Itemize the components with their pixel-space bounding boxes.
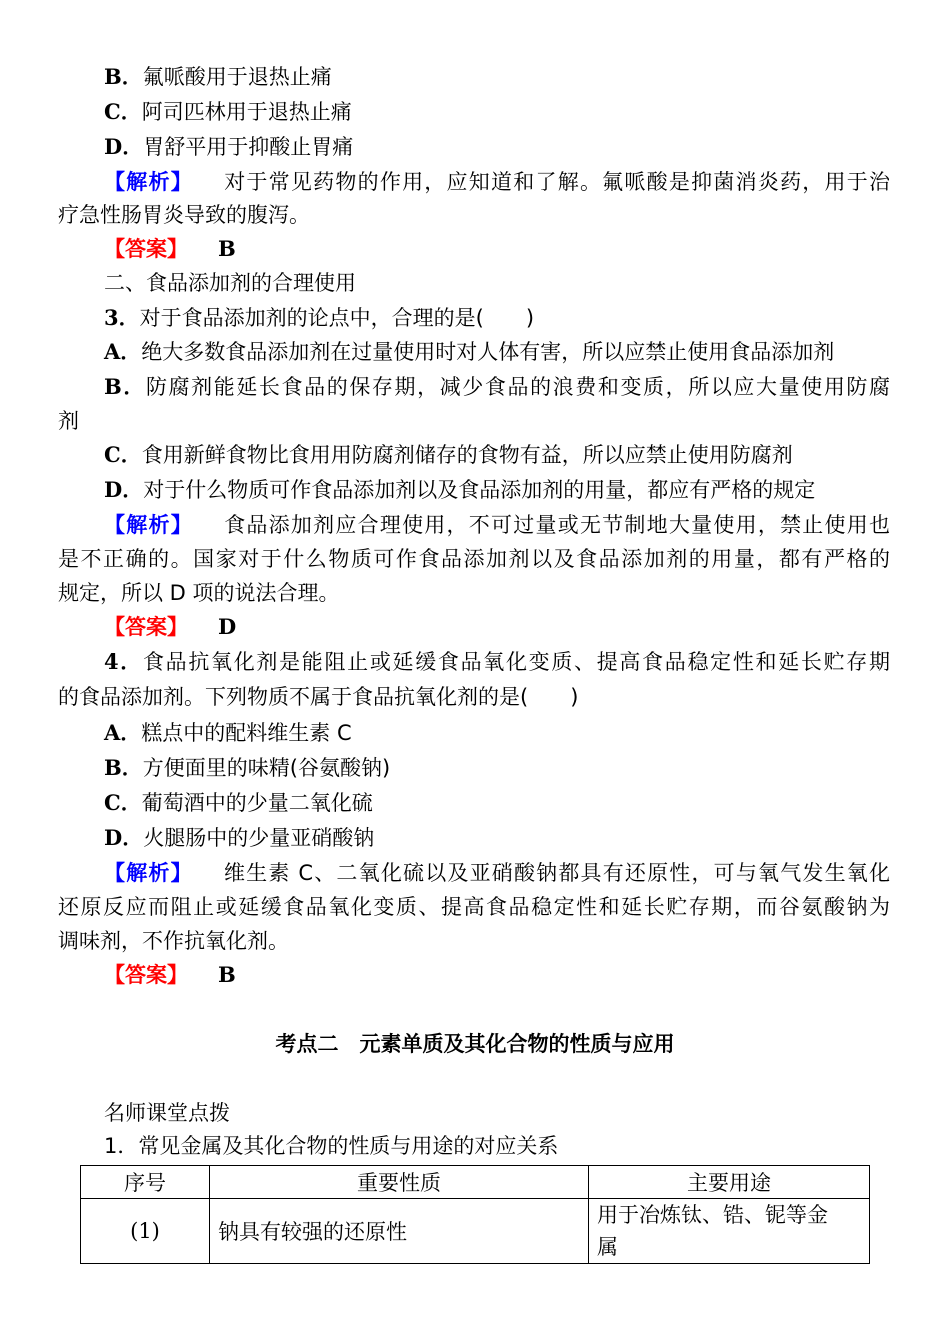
option-b: B．方便面里的味精(谷氨酸钠) — [104, 755, 391, 780]
analysis-continuation: 是不正确的。国家对于什么物质可作食品添加剂以及食品添加剂的用量，都有严格的 — [58, 547, 890, 571]
answer-line: 【答案】 B — [104, 962, 236, 987]
analysis-continuation: 调味剂，不作抗氧化剂。 — [58, 929, 289, 953]
table-row — [81, 1199, 870, 1264]
analysis-continuation: 还原反应而阻止或延缓食品氧化变质、提高食品稳定性和延长贮存期，而谷氨酸钠为 — [58, 895, 890, 919]
option-b: B．防腐剂能延长食品的保存期，减少食品的浪费和变质，所以应大量使用防腐 — [104, 374, 891, 399]
answer-line: 【答案】 D — [104, 614, 237, 639]
analysis-paragraph: 【解析】 维生素 C、二氧化硫以及亚硝酸钠都具有还原性，可与氧气发生氧化 — [104, 861, 890, 885]
subheading: 名师课堂点拨 — [104, 1101, 230, 1125]
option-a: A．绝大多数食品添加剂在过量使用时对人体有害，所以应禁止使用食品添加剂 — [104, 339, 835, 364]
answer-line: 【答案】 B — [104, 236, 236, 261]
option-d: D．对于什么物质可作食品添加剂以及食品添加剂的用量，都应有严格的规定 — [104, 477, 816, 502]
section-title: 考点二 元素单质及其化合物的性质与应用 — [275, 1032, 675, 1056]
question-4-stem: 4．食品抗氧化剂是能阻止或延缓食品氧化变质、提高食品稳定性和延长贮存期 — [104, 649, 890, 674]
option-d: D．火腿肠中的少量亚硝酸钠 — [104, 825, 375, 850]
analysis-continuation: 规定，所以 D 项的说法合理。 — [58, 581, 340, 605]
option-a: A．糕点中的配料维生素 C — [104, 720, 352, 745]
header-property: 重要性质 — [210, 1166, 589, 1199]
option-b: B．氟哌酸用于退热止痛 — [104, 64, 332, 89]
option-c: C．阿司匹林用于退热止痛 — [104, 99, 352, 124]
point-heading: 1．常见金属及其化合物的性质与用途的对应关系 — [104, 1134, 559, 1158]
properties-table — [80, 1165, 870, 1264]
analysis-paragraph: 【解析】 对于常见药物的作用，应知道和了解。氟哌酸是抑菌消炎药，用于治 — [104, 170, 891, 194]
option-d: D．胃舒平用于抑酸止胃痛 — [104, 134, 354, 159]
header-use: 主要用途 — [589, 1166, 870, 1199]
analysis-continuation: 疗急性肠胃炎导致的腹泻。 — [58, 203, 310, 227]
option-c: C．食用新鲜食物比食用用防腐剂储存的食物有益，所以应禁止使用防腐剂 — [104, 442, 793, 467]
question-4-stem-continuation: 的食品添加剂。下列物质不属于食品抗氧化剂的是( ) — [58, 685, 579, 709]
row-property: 钠具有较强的还原性 — [210, 1199, 589, 1264]
option-b-continuation: 剂 — [58, 409, 79, 433]
table-header-row — [81, 1166, 870, 1199]
row-index: (1) — [81, 1199, 210, 1264]
analysis-paragraph: 【解析】 食品添加剂应合理使用，不可过量或无节制地大量使用，禁止使用也 — [104, 513, 891, 537]
row-use: 用于冶炼钛、锆、铌等金 属 — [589, 1199, 870, 1264]
section-heading: 二、食品添加剂的合理使用 — [104, 271, 356, 295]
header-index: 序号 — [81, 1166, 210, 1199]
question-3-stem: 3．对于食品添加剂的论点中，合理的是( ) — [104, 305, 535, 330]
option-c: C．葡萄酒中的少量二氧化硫 — [104, 790, 373, 815]
